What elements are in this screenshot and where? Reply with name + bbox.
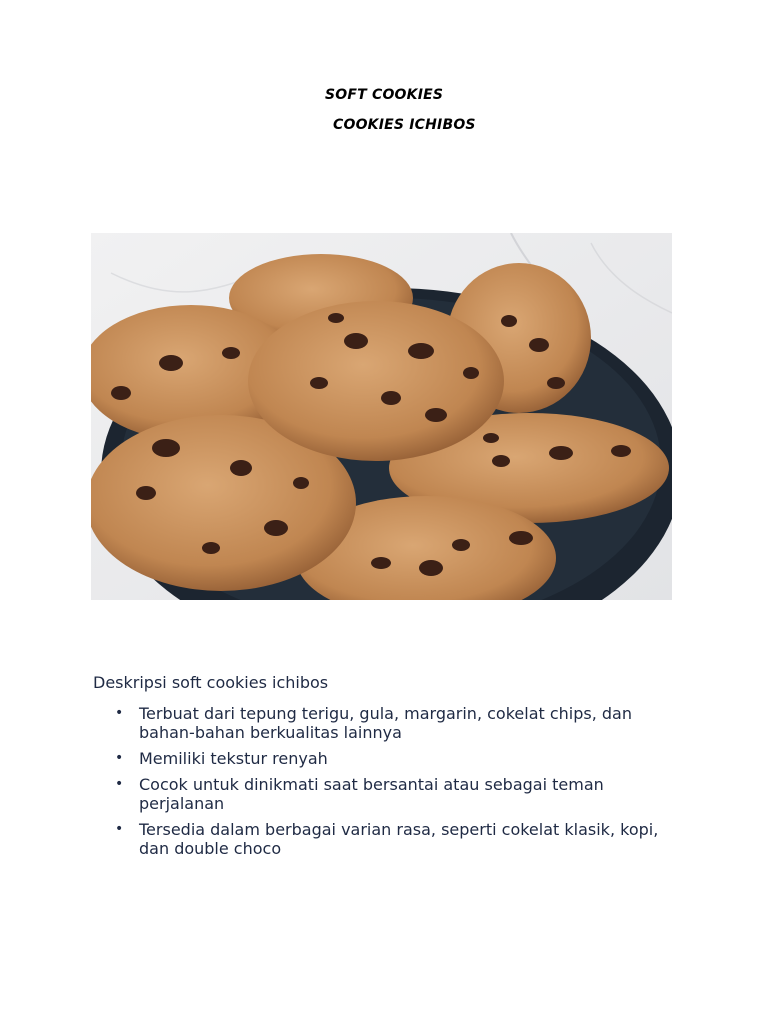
feature-list: [93, 704, 673, 865]
bullet-icon: •: [115, 705, 124, 721]
list-item: [93, 749, 673, 768]
cookies-illustration: [91, 233, 672, 600]
bullet-icon: •: [115, 750, 124, 766]
list-item: [93, 704, 673, 742]
list-item-text: Tersedia dalam berbagai varian rasa, seperti cokelat klasik, kopi, dan double choco: [139, 820, 659, 858]
description-heading: Deskripsi soft cookies ichibos: [93, 673, 329, 692]
list-item: [93, 775, 673, 813]
list-item-text: Memiliki tekstur renyah: [139, 749, 328, 768]
cookie-center: [248, 301, 504, 461]
cookies-photo: [91, 233, 672, 600]
document-title: SOFT COOKIES: [325, 87, 444, 103]
document-subtitle: COOKIES ICHIBOS: [333, 117, 476, 133]
list-item-text: Terbuat dari tepung terigu, gula, margarin, cokelat chips, dan bahan-bahan berkualitas lainnya: [139, 704, 632, 742]
list-item: [93, 820, 673, 858]
bullet-icon: •: [115, 821, 124, 837]
bullet-icon: •: [115, 776, 124, 792]
list-item-text: Cocok untuk dinikmati saat bersantai atau sebagai teman perjalanan: [139, 775, 604, 813]
